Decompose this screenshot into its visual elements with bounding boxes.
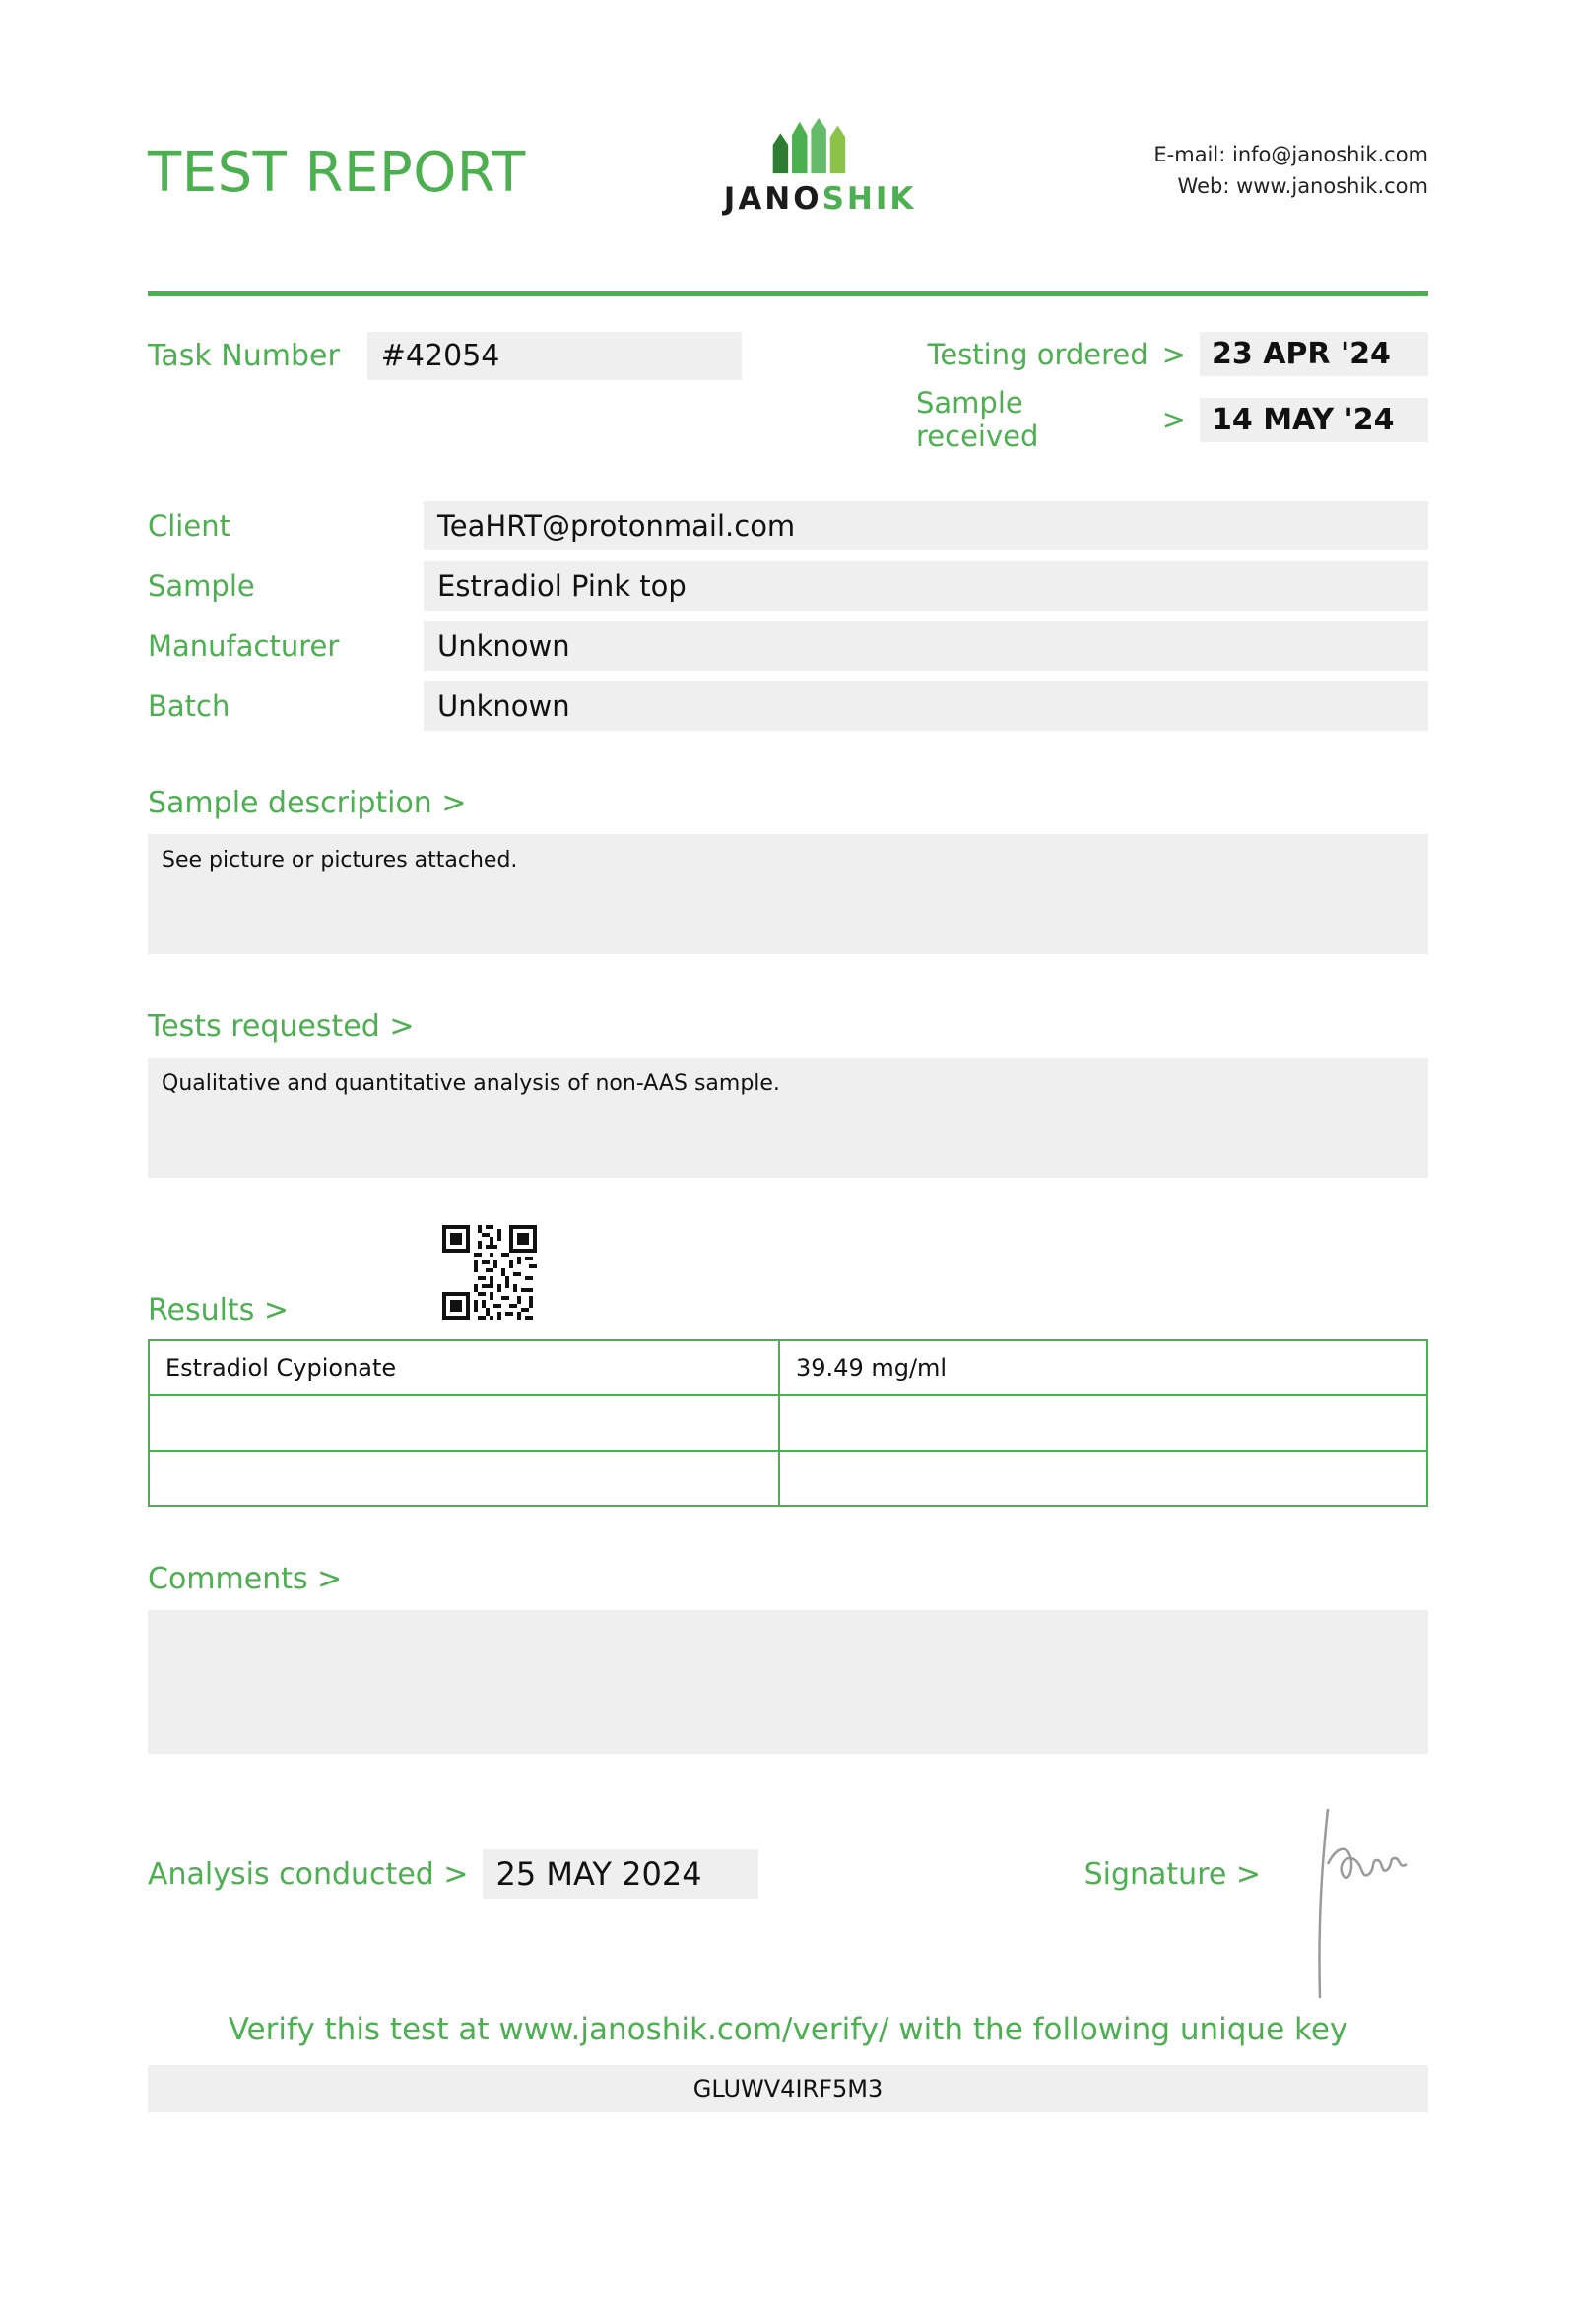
info-label-sample: Sample (148, 569, 255, 603)
results-table (148, 1339, 1428, 1507)
sample-description-title: Sample description > (148, 786, 467, 820)
analysis-row (148, 1844, 1428, 1904)
page-title: TEST REPORT (148, 141, 526, 205)
tests-requested-title: Tests requested > (148, 1009, 415, 1044)
task-number-label: Task Number (148, 339, 340, 373)
signature-icon (1290, 1805, 1428, 2002)
table-row (149, 1340, 1427, 1395)
unique-key: GLUWV4IRF5M3 (148, 2065, 1428, 2112)
testing-ordered-label: Testing ordered (927, 337, 1149, 371)
info-row-manufacturer (148, 621, 1428, 671)
sample-description-box: See picture or pictures attached. (148, 834, 1428, 954)
contact-web: Web: www.janoshik.com (1177, 173, 1428, 198)
result-value (779, 1395, 1427, 1451)
table-row (149, 1395, 1427, 1451)
analysis-conducted-date: 25 MAY 2024 (483, 1849, 758, 1899)
result-value (779, 1451, 1427, 1506)
testing-ordered-caret: > (1161, 337, 1186, 371)
analysis-conducted-label: Analysis conducted > (148, 1856, 469, 1892)
info-label-batch: Batch (148, 689, 230, 723)
info-label-manufacturer: Manufacturer (148, 629, 340, 663)
info-value-client: TeaHRT@protonmail.com (424, 501, 1428, 550)
table-row (149, 1451, 1427, 1506)
contact-email: E-mail: info@janoshik.com (1153, 143, 1428, 166)
verify-text: Verify this test at www.janoshik.com/verify/ with the following unique key (228, 2012, 1348, 2047)
task-row (148, 332, 1428, 453)
qr-code-icon (436, 1225, 543, 1320)
dates-group (916, 332, 1428, 453)
qr-code (436, 1225, 543, 1323)
info-label-client: Client (148, 509, 230, 543)
sample-info-table (148, 501, 1428, 731)
info-row-client (148, 501, 1428, 550)
logo-text-green: SHIK (821, 181, 917, 217)
janoshik-logo (724, 116, 917, 217)
result-value: 39.49 mg/ml (779, 1340, 1427, 1395)
results-title: Results > (148, 1293, 289, 1327)
mountain-logo-icon (763, 116, 878, 175)
info-value-batch: Unknown (424, 681, 1428, 731)
sample-received-row (916, 386, 1428, 453)
report-header (148, 0, 1428, 264)
result-name (149, 1451, 779, 1506)
header-divider (148, 291, 1428, 296)
task-number-value: #42054 (367, 332, 742, 380)
tests-requested-box: Qualitative and quantitative analysis of non-AAS sample. (148, 1058, 1428, 1178)
contact-block (1153, 140, 1428, 202)
comments-title: Comments > (148, 1562, 343, 1596)
testing-ordered-row (928, 332, 1428, 376)
info-value-sample: Estradiol Pink top (424, 561, 1428, 611)
logo-wordmark (724, 181, 917, 217)
logo-text-dark: JANO (723, 181, 822, 217)
comments-box (148, 1610, 1428, 1754)
sample-received-caret: > (1161, 403, 1186, 436)
signature-group (1084, 1746, 1428, 2002)
info-row-sample (148, 561, 1428, 611)
info-value-manufacturer: Unknown (424, 621, 1428, 671)
info-row-batch (148, 681, 1428, 731)
sample-received-label: Sample received (916, 386, 1039, 453)
results-header (148, 1225, 1428, 1327)
testing-ordered-value: 23 APR '24 (1200, 332, 1428, 376)
signature-label: Signature > (1084, 1856, 1261, 1892)
task-number-group (148, 332, 916, 380)
result-name: Estradiol Cypionate (149, 1340, 779, 1395)
sample-received-value: 14 MAY '24 (1200, 398, 1428, 442)
result-name (149, 1395, 779, 1451)
